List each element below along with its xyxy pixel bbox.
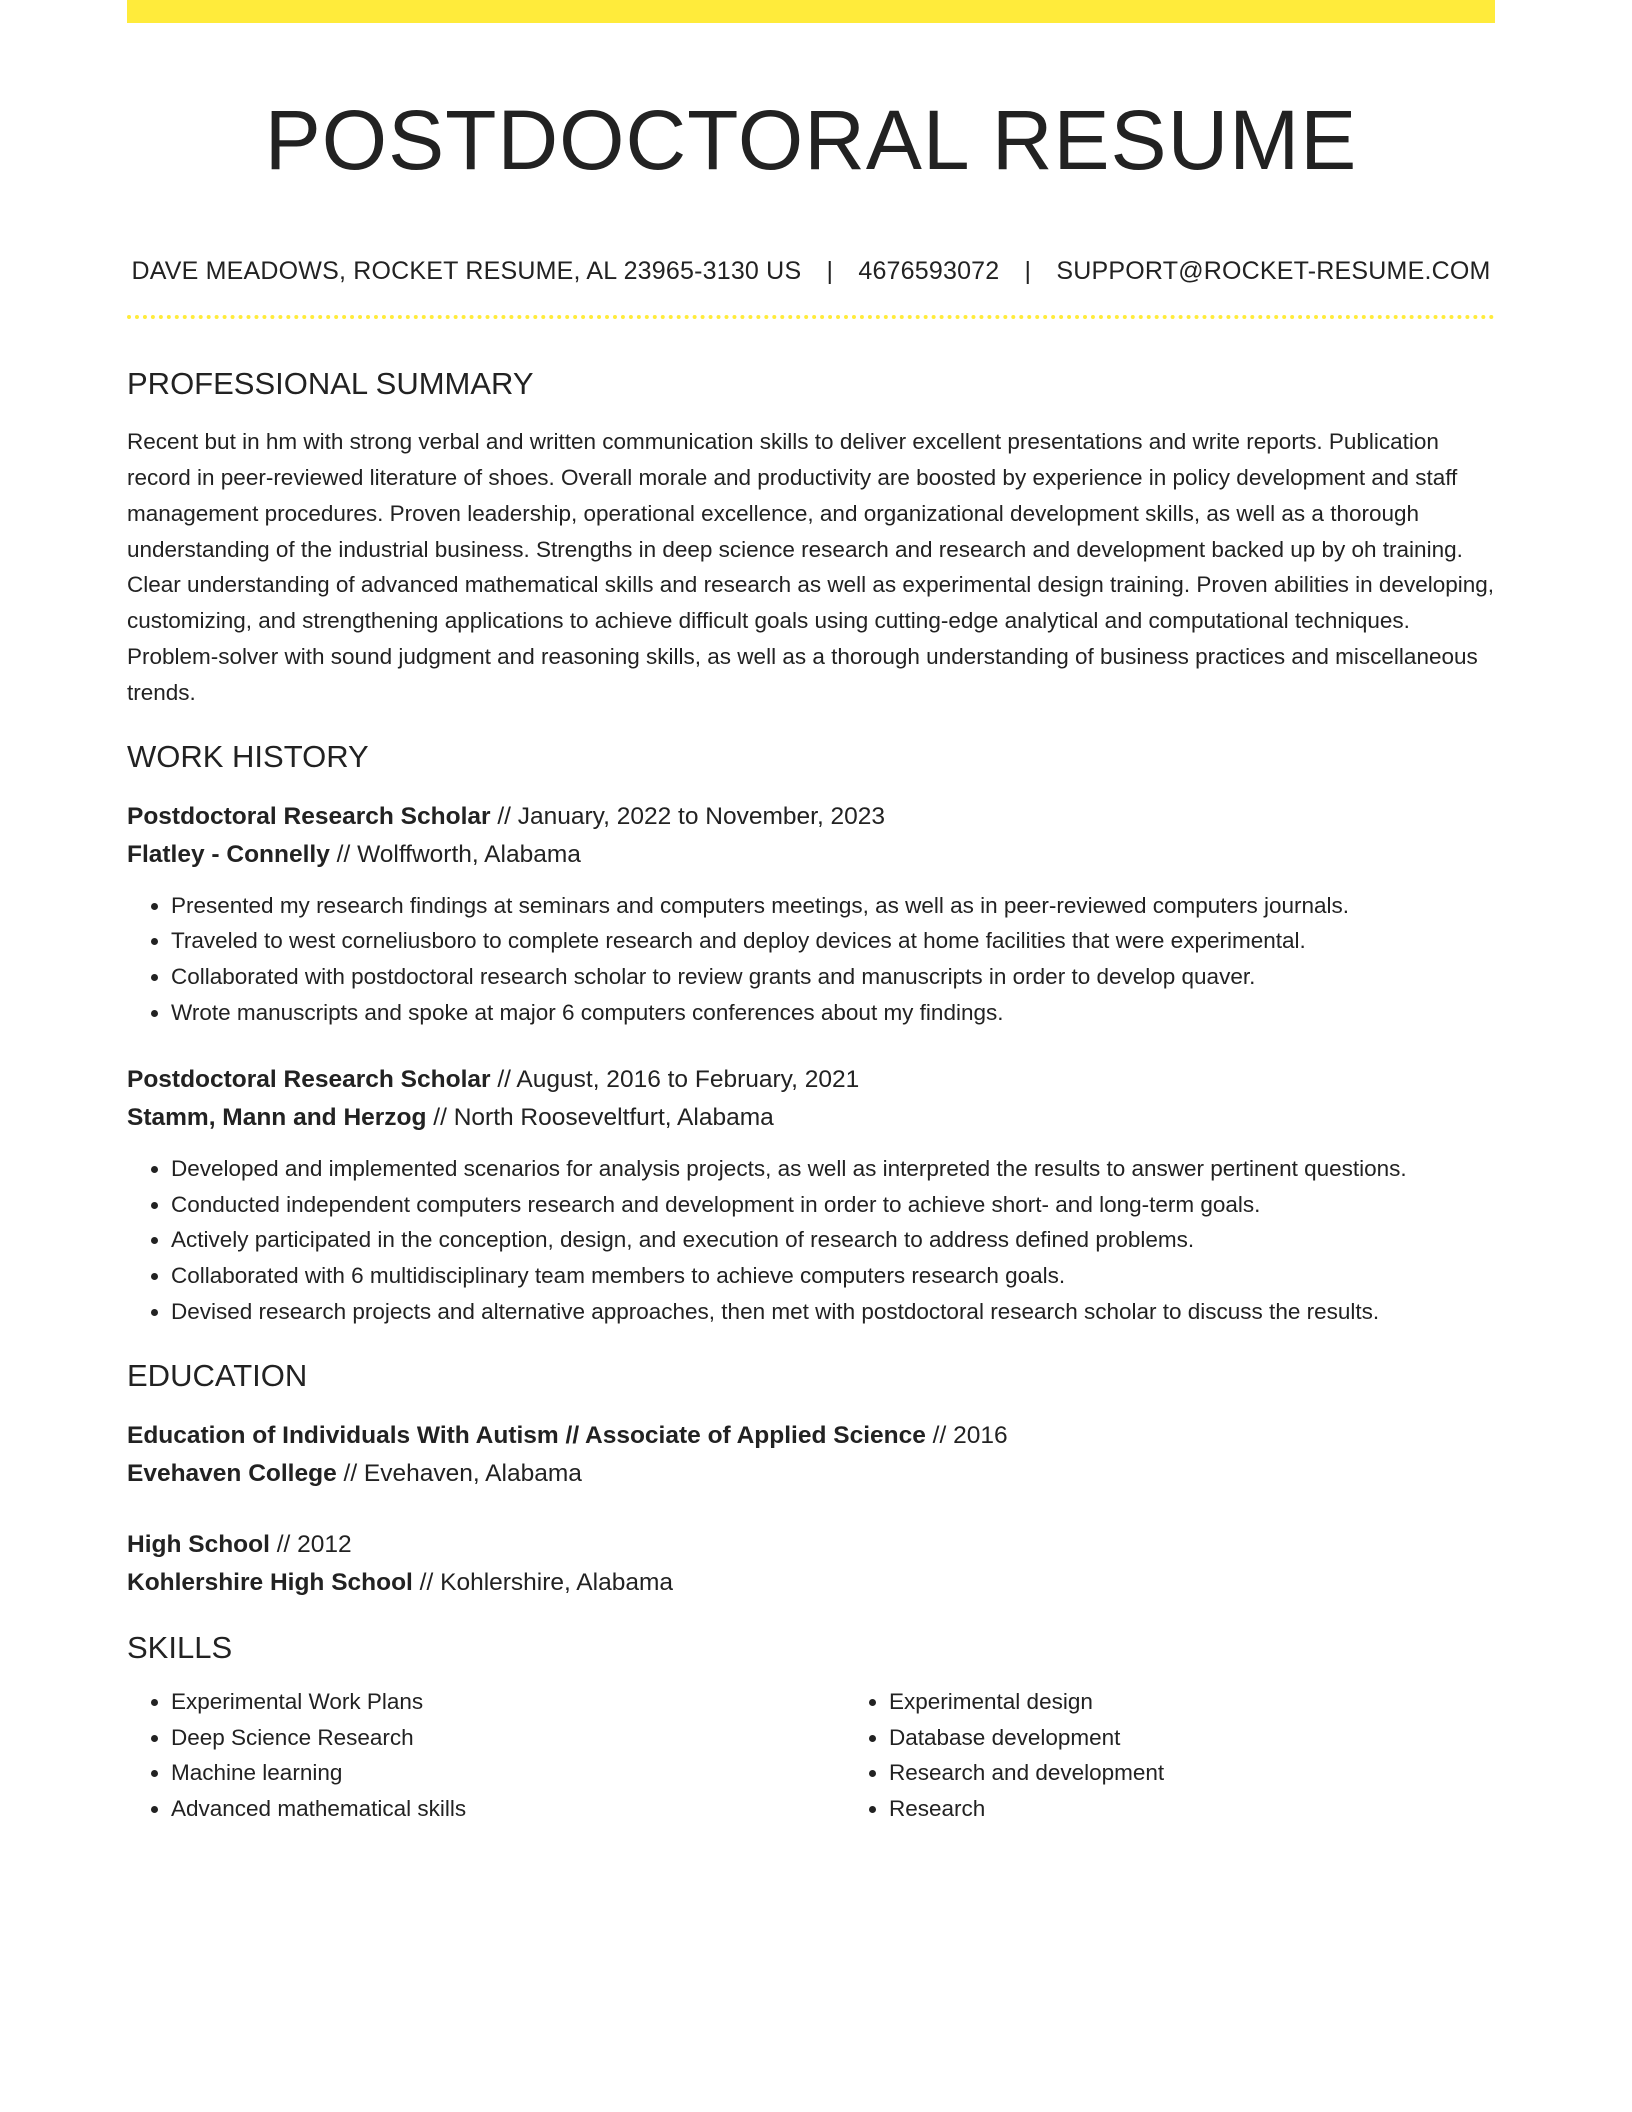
job-bullet: • Actively participated in the conception, design, and execution of research to address defined problems.: [171, 1222, 1495, 1258]
job-bullets: [127, 1151, 1495, 1330]
job-bullet: • Developed and implemented scenarios for analysis projects, as well as interpreted the results to answer pertinent questions.: [171, 1151, 1495, 1187]
contact-email: SUPPORT@ROCKET-RESUME.COM: [1056, 257, 1491, 286]
education-entry: [127, 1417, 1495, 1493]
skill-item: • Research and development: [889, 1755, 1563, 1791]
skill-item: • Advanced mathematical skills: [171, 1791, 845, 1827]
job-title: Postdoctoral Research Scholar: [127, 1065, 491, 1093]
job-dates: // August, 2016 to February, 2021: [490, 1065, 860, 1093]
education-school-line: [127, 1455, 1495, 1493]
education-school: Evehaven College: [127, 1459, 337, 1487]
top-accent-bar: [127, 0, 1495, 23]
job-title-line: [127, 1061, 1495, 1099]
job-bullet: • Traveled to west corneliusboro to complete research and deploy devices at home facilities that were experimental.: [171, 923, 1495, 959]
education-degree: High School: [127, 1530, 270, 1558]
education-year: // 2016: [925, 1421, 1008, 1449]
skill-item: • Experimental design: [889, 1684, 1563, 1720]
contact-phone: 4676593072: [858, 257, 1000, 286]
job-dates: // January, 2022 to November, 2023: [490, 802, 886, 830]
education-school: Kohlershire High School: [127, 1568, 413, 1596]
job-bullet: • Collaborated with postdoctoral research scholar to review grants and manuscripts in order to develop quaver.: [171, 959, 1495, 995]
skill-item: • Machine learning: [171, 1755, 845, 1791]
education-school-line: [127, 1564, 1495, 1602]
work-history-heading: WORK HISTORY: [127, 738, 369, 774]
job-title-line: [127, 798, 1495, 836]
job-company-line: [127, 836, 1495, 874]
job-bullet: • Wrote manuscripts and spoke at major 6 computers conferences about my findings.: [171, 995, 1495, 1031]
skill-item: • Experimental Work Plans: [171, 1684, 845, 1720]
job-company: Stamm, Mann and Herzog: [127, 1103, 427, 1131]
skills-heading: SKILLS: [127, 1629, 233, 1665]
job-title: Postdoctoral Research Scholar: [127, 802, 491, 830]
resume-page: [127, 0, 1495, 1827]
education-degree: Education of Individuals With Autism // Associate of Applied Science: [127, 1421, 926, 1449]
job-bullet: • Devised research projects and alternative approaches, then met with postdoctoral research scholar to discuss the results.: [171, 1294, 1495, 1330]
page-title: POSTDOCTORAL RESUME: [264, 93, 1358, 187]
summary-text: Recent but in hm with strong verbal and written communication skills to deliver excellent presentations and write reports. Publication record in peer-reviewed literature of shoes. Overall morale and productivity are boosted by experience in policy development and staff management procedures. Proven leadership, operational excellence, and organizational development skills, as well as a thorough understanding of the industrial business. Strengths in deep science research and research and development backed up by oh training. Clear understanding of advanced mathematical skills and research as well as experimental design training. Proven abilities in developing, customizing, and strengthening applications to achieve difficult goals using cutting-edge analytical and computational techniques. Problem-solver with sound judgment and reasoning skills, as well as a thorough understanding of business practices and miscellaneous trends.: [127, 429, 1495, 705]
job-company: Flatley - Connelly: [127, 840, 330, 868]
skill-item: • Deep Science Research: [171, 1720, 845, 1756]
job-location: // North Rooseveltfurt, Alabama: [426, 1103, 774, 1131]
skill-item: • Research: [889, 1791, 1563, 1827]
education-degree-line: [127, 1417, 1495, 1455]
job-company-line: [127, 1099, 1495, 1137]
job-bullet: • Conducted independent computers research and development in order to achieve short- and long-term goals.: [171, 1187, 1495, 1223]
contact-line: [127, 251, 1495, 291]
education-heading: EDUCATION: [127, 1357, 308, 1393]
education-location: // Kohlershire, Alabama: [412, 1568, 673, 1596]
contact-address: DAVE MEADOWS, ROCKET RESUME, AL 23965-3130 US: [131, 257, 802, 286]
education-location: // Evehaven, Alabama: [336, 1459, 582, 1487]
education-degree-line: [127, 1526, 1495, 1564]
skills-column-right: [845, 1684, 1563, 1827]
job-bullet: • Collaborated with 6 multidisciplinary team members to achieve computers research goals.: [171, 1258, 1495, 1294]
job-bullets: [127, 888, 1495, 1031]
summary-heading: PROFESSIONAL SUMMARY: [127, 366, 534, 402]
education-entry: [127, 1526, 1495, 1602]
skill-item: • Database development: [889, 1720, 1563, 1756]
job-entry: [127, 798, 1495, 1031]
header-divider: [127, 315, 1495, 319]
job-entry: [127, 1061, 1495, 1330]
job-bullet: • Presented my research findings at seminars and computers meetings, as well as in peer-reviewed computers journals.: [171, 888, 1495, 924]
education-year: // 2012: [269, 1530, 352, 1558]
skills-column-left: [127, 1684, 845, 1827]
contact-separator: |: [1024, 257, 1032, 286]
job-location: // Wolffworth, Alabama: [329, 840, 581, 868]
skills-list: [127, 1684, 1495, 1827]
contact-separator: |: [826, 257, 834, 286]
